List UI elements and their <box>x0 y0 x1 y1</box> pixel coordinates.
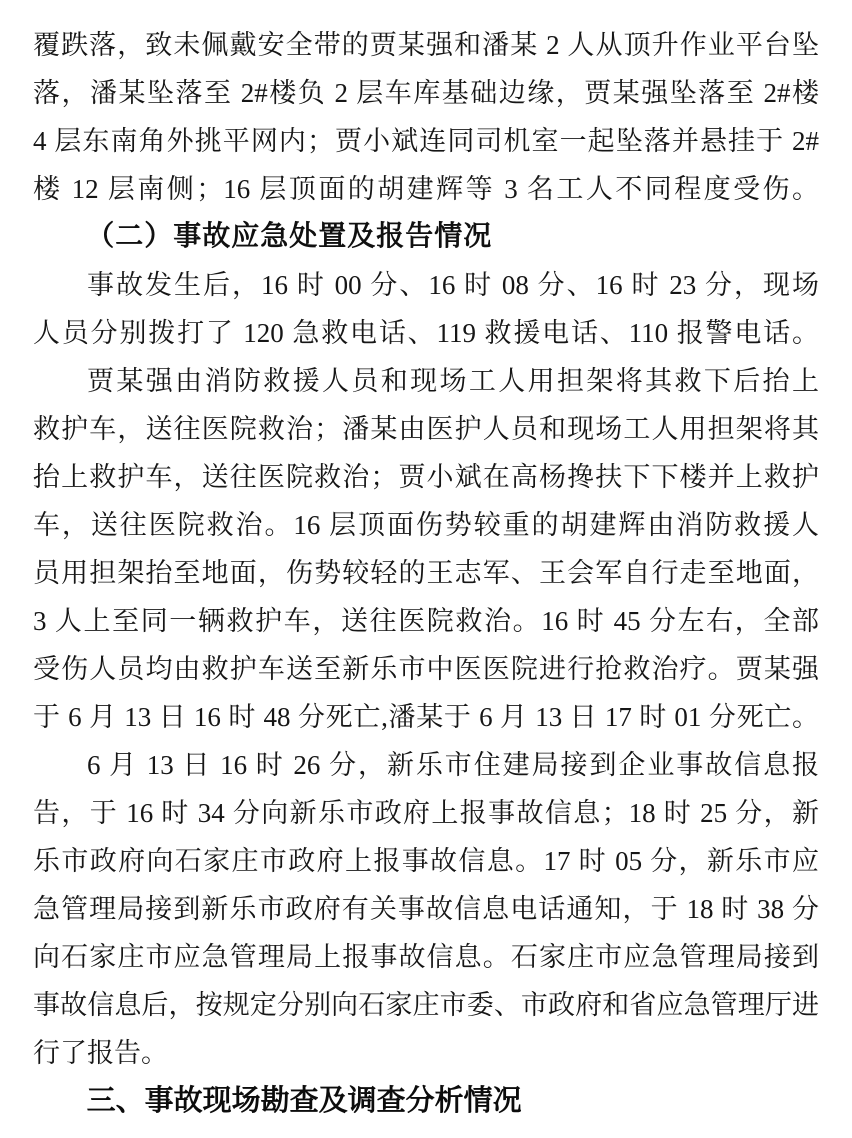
body-line: 事故发生后，16 时 00 分、16 时 08 分、16 时 23 分，现场 <box>87 270 819 300</box>
body-line: 人员分别拨打了 120 急救电话、119 救援电话、110 报警电话。 <box>33 318 819 348</box>
body-line: 员用担架抬至地面，伤势较轻的王志军、王会军自行走至地面， <box>33 558 819 588</box>
body-line: 楼 12 层南侧；16 层顶面的胡建辉等 3 名工人不同程度受伤。 <box>33 174 819 204</box>
section-heading-2: （二）事故应急处置及报告情况 <box>86 221 493 252</box>
body-line: 行了报告。 <box>33 1038 168 1068</box>
body-line: 急管理局接到新乐市政府有关事故信息电话通知，于 18 时 38 分 <box>33 894 819 924</box>
body-line: 贾某强由消防救援人员和现场工人用担架将其救下后抬上 <box>87 366 819 396</box>
body-line: 向石家庄市应急管理局上报事故信息。石家庄市应急管理局接到 <box>33 942 819 972</box>
body-line: 4 层东南角外挑平网内；贾小斌连同司机室一起坠落并悬挂于 2# <box>33 126 819 156</box>
body-line: 事故信息后，按规定分别向石家庄市委、市政府和省应急管理厅进 <box>33 990 819 1020</box>
body-line: 乐市政府向石家庄市政府上报事故信息。17 时 05 分，新乐市应 <box>33 846 819 876</box>
body-line: 落，潘某坠落至 2#楼负 2 层车库基础边缘，贾某强坠落至 2#楼 <box>33 78 819 108</box>
body-line: 告，于 16 时 34 分向新乐市政府上报事故信息；18 时 25 分，新 <box>33 798 819 828</box>
body-line: 6 月 13 日 16 时 26 分，新乐市住建局接到企业事故信息报 <box>87 750 819 780</box>
body-line: 车，送往医院救治。16 层顶面伤势较重的胡建辉由消防救援人 <box>33 510 819 540</box>
body-line: 覆跌落，致未佩戴安全带的贾某强和潘某 2 人从顶升作业平台坠 <box>33 30 819 60</box>
body-line: 受伤人员均由救护车送至新乐市中医医院进行抢救治疗。贾某强 <box>33 654 819 684</box>
section-heading-3: 三、事故现场勘查及调查分析情况 <box>86 1085 522 1117</box>
body-line: 3 人上至同一辆救护车，送往医院救治。16 时 45 分左右，全部 <box>33 606 819 636</box>
body-line: 于 6 月 13 日 16 时 48 分死亡,潘某于 6 月 13 日 17 时 01 分死亡。 <box>33 702 819 732</box>
body-line: 抬上救护车，送往医院救治；贾小斌在高杨搀扶下下楼并上救护 <box>33 462 819 492</box>
body-line: 救护车，送往医院救治；潘某由医护人员和现场工人用担架将其 <box>33 414 819 444</box>
